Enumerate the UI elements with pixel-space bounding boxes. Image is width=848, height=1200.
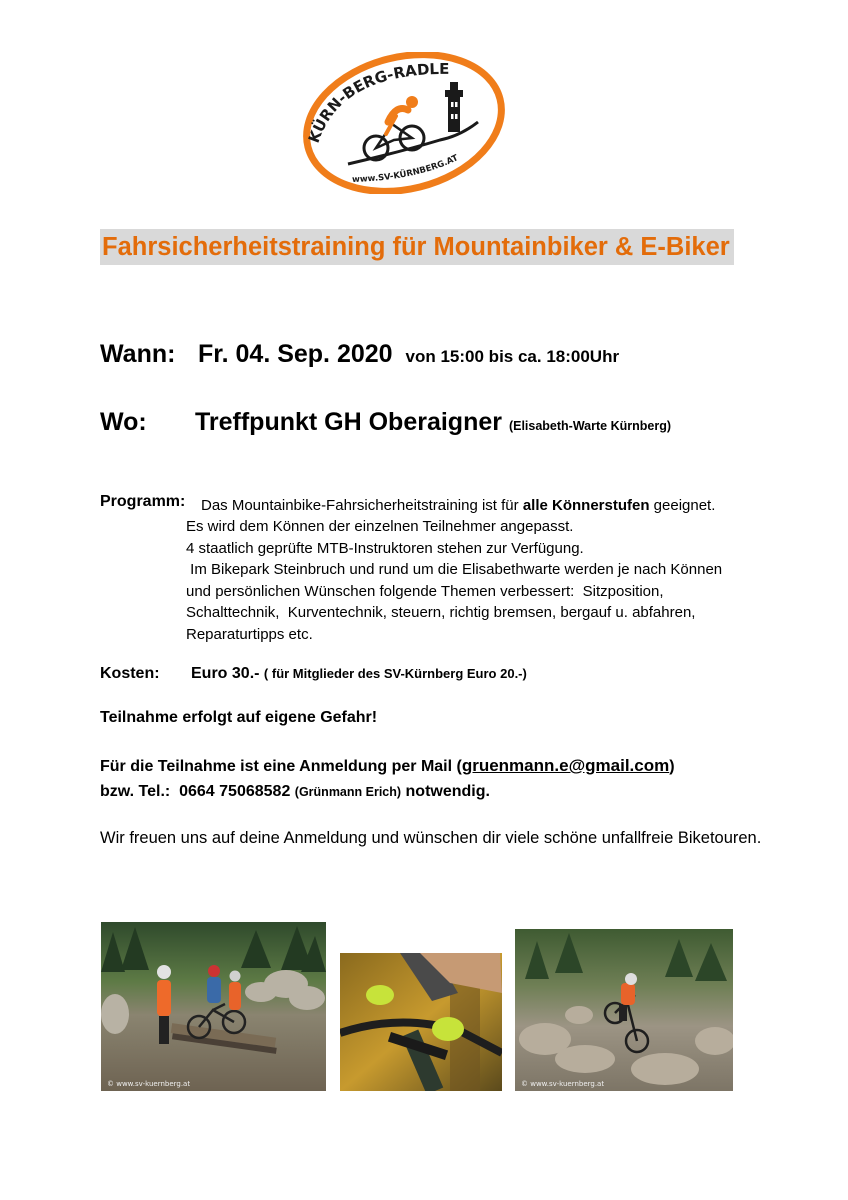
member-price-note: ( für Mitglieder des SV-Kürnberg Euro 20.-): [263, 666, 527, 681]
meeting-place-note: (Elisabeth-Warte Kürnberg): [508, 419, 671, 433]
program-line: Es wird dem Können der einzelnen Teilnehmer angepasst.: [186, 518, 574, 535]
where-row: [100, 408, 671, 437]
program-emphasis: alle Könnerstufen: [522, 497, 650, 514]
rock-descent-photo: [515, 929, 733, 1091]
photo-watermark: © www.sv-kuernberg.at: [521, 1080, 605, 1088]
where-label: Wo:: [100, 408, 147, 436]
program-line: Schalttechnik, Kurventechnik, steuern, richtig bremsen, bergauf u. abfahren,: [186, 604, 696, 621]
registration-text: Für die Teilnahme ist eine Anmeldung per Mail (: [100, 758, 462, 775]
svg-text:KÜRN-BERG-RADLER: KÜRN-BERG-RADLE: [304, 59, 450, 146]
costs-label: Kosten:: [100, 665, 160, 682]
club-logo: [300, 52, 508, 194]
registration-info: [100, 753, 675, 805]
handlebar-closeup-photo: [340, 953, 502, 1091]
contact-note: (Grünmann Erich): [294, 785, 402, 799]
event-title: Fahrsicherheitstraining für Mountainbiker & E-Biker: [100, 229, 734, 265]
when-row: [100, 340, 619, 369]
program-description: [186, 516, 786, 645]
price: Euro 30.-: [191, 665, 260, 682]
program-line: 4 staatlich geprüfte MTB-Instruktoren stehen zur Verfügung.: [186, 539, 584, 557]
program-text: geeignet.: [649, 497, 716, 514]
meeting-place: Treffpunkt GH Oberaigner: [195, 408, 502, 436]
email-link[interactable]: gruenmann.e@gmail.com: [461, 756, 670, 775]
program-text: Das Mountainbike-Fahrsicherheitstraining ist für: [201, 497, 523, 514]
program-first-line: [201, 495, 715, 517]
phone-number: bzw. Tel.: 0664 75068582: [100, 783, 291, 800]
phone-line: [100, 779, 675, 805]
program-label: Programm:: [100, 493, 186, 510]
registration-line: [100, 753, 675, 779]
registration-text: ): [669, 758, 675, 775]
registration-text: notwendig.: [405, 783, 490, 800]
event-date: Fr. 04. Sep. 2020: [198, 340, 393, 368]
costs-row: [100, 665, 527, 683]
training-group-photo: [101, 922, 326, 1091]
risk-notice: Teilnahme erfolgt auf eigene Gefahr!: [100, 709, 378, 726]
closing-message: Wir freuen uns auf deine Anmeldung und wünschen dir viele schöne unfallfreie Biketouren.: [100, 829, 762, 847]
svg-text:www.SV-KÜRNBERG.AT: www.SV-KÜRNBERG.AT: [351, 153, 460, 186]
program-line: Im Bikepark Steinbruch und rund um die Elisabethwarte werden je nach Können: [186, 561, 723, 578]
event-time: von 15:00 bis ca. 18:00Uhr: [405, 347, 620, 366]
program-line: Reparaturtipps etc.: [186, 625, 313, 643]
photo-watermark: © www.sv-kuernberg.at: [107, 1080, 191, 1088]
when-label: Wann:: [100, 340, 176, 368]
program-line: und persönlichen Wünschen folgende Themen verbessert: Sitzposition,: [186, 582, 664, 600]
